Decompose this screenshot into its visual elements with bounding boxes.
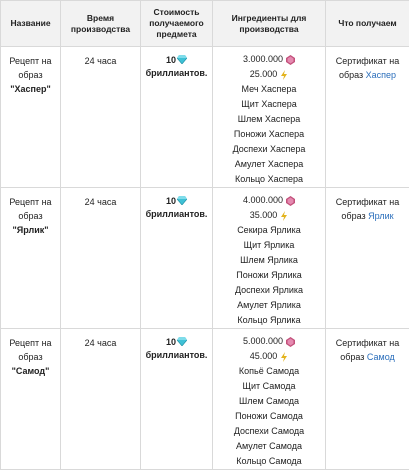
table-row [1,329,409,470]
ingredient-item: Меч Хаспера [213,82,325,97]
currency-amount-1: 3.000.000 [243,52,283,67]
ingredient-item: Доспехи Хаспера [213,142,325,157]
ingredient-item: Кольцо Хаспера [213,172,325,187]
ingredient-item: Секира Ярлика [213,223,325,238]
currency-amount-2: 45.000 [250,349,278,364]
result-cell [326,188,409,329]
red-gem-icon [286,196,295,206]
ingredients-cell [213,329,326,470]
diamond-icon [177,337,187,346]
recipe-name-prefix: Рецепт на образ [9,197,51,221]
header-time: Время производства [61,1,141,47]
result-cell [326,47,409,188]
ingredient-item: Амулет Хаспера [213,157,325,172]
lightning-icon [280,352,288,362]
currency-amount-2: 35.000 [250,208,278,223]
diamond-icon [177,196,187,205]
ingredient-item: Кольцо Ярлика [213,313,325,328]
table-row [1,47,409,188]
recipe-name-bold: "Ярлик" [12,225,48,235]
cost-unit: бриллиантов. [141,67,212,80]
currency-amount-1: 5.000.000 [243,334,283,349]
ingredient-item: Доспехи Ярлика [213,283,325,298]
recipe-name-cell [1,188,61,329]
header-cost: Стоимость получаемого предмета [141,1,213,47]
recipe-name-cell [1,47,61,188]
ingredient-item: Доспехи Самода [213,424,325,439]
ingredient-items [213,364,325,469]
production-time: 24 часа [61,188,141,329]
table-row [1,188,409,329]
cost-unit: бриллиантов. [141,349,212,362]
ingredient-items [213,82,325,187]
cost-amount: 10 [166,196,176,206]
ingredient-item: Поножи Ярлика [213,268,325,283]
ingredient-item: Амулет Ярлика [213,298,325,313]
header-name: Название [1,1,61,47]
ingredient-item: Поножи Хаспера [213,127,325,142]
ingredient-item: Щит Самода [213,379,325,394]
ingredients-cell [213,188,326,329]
recipe-name-prefix: Рецепт на образ [9,56,51,80]
ingredient-item: Щит Хаспера [213,97,325,112]
result-cell [326,329,409,470]
production-time: 24 часа [61,47,141,188]
ingredient-item: Шлем Ярлика [213,253,325,268]
diamond-icon [177,55,187,64]
lightning-icon [280,211,288,221]
cost-amount: 10 [166,55,176,65]
currency-amount-2: 25.000 [250,67,278,82]
result-prefix: Сертификат на образ [336,197,399,221]
ingredient-item: Щит Ярлика [213,238,325,253]
header-ingredients: Ингредиенты для производства [213,1,326,47]
lightning-icon [280,70,288,80]
result-link[interactable]: Хаспер [366,70,396,80]
production-time: 24 часа [61,329,141,470]
red-gem-icon [286,337,295,347]
recipe-name-cell [1,329,61,470]
recipe-name-prefix: Рецепт на образ [9,338,51,362]
header-result: Что получаем [326,1,409,47]
recipe-name-bold: "Самод" [12,366,50,376]
result-prefix: Сертификат на образ [336,338,399,362]
ingredient-item: Поножи Самода [213,409,325,424]
header-row [1,1,409,47]
ingredient-items [213,223,325,328]
result-prefix: Сертификат на образ [336,56,399,80]
red-gem-icon [286,55,295,65]
recipe-name-bold: "Хаспер" [10,84,51,94]
ingredient-item: Шлем Самода [213,394,325,409]
cost-unit: бриллиантов. [141,208,212,221]
ingredients-cell [213,47,326,188]
currency-amount-1: 4.000.000 [243,193,283,208]
ingredient-item: Кольцо Самода [213,454,325,469]
result-link[interactable]: Самод [367,352,395,362]
cost-amount: 10 [166,337,176,347]
cost-cell [141,329,213,470]
result-link[interactable]: Ярлик [368,211,393,221]
ingredient-item: Амулет Самода [213,439,325,454]
ingredient-item: Шлем Хаспера [213,112,325,127]
ingredient-item: Копьё Самода [213,364,325,379]
cost-cell [141,47,213,188]
cost-cell [141,188,213,329]
